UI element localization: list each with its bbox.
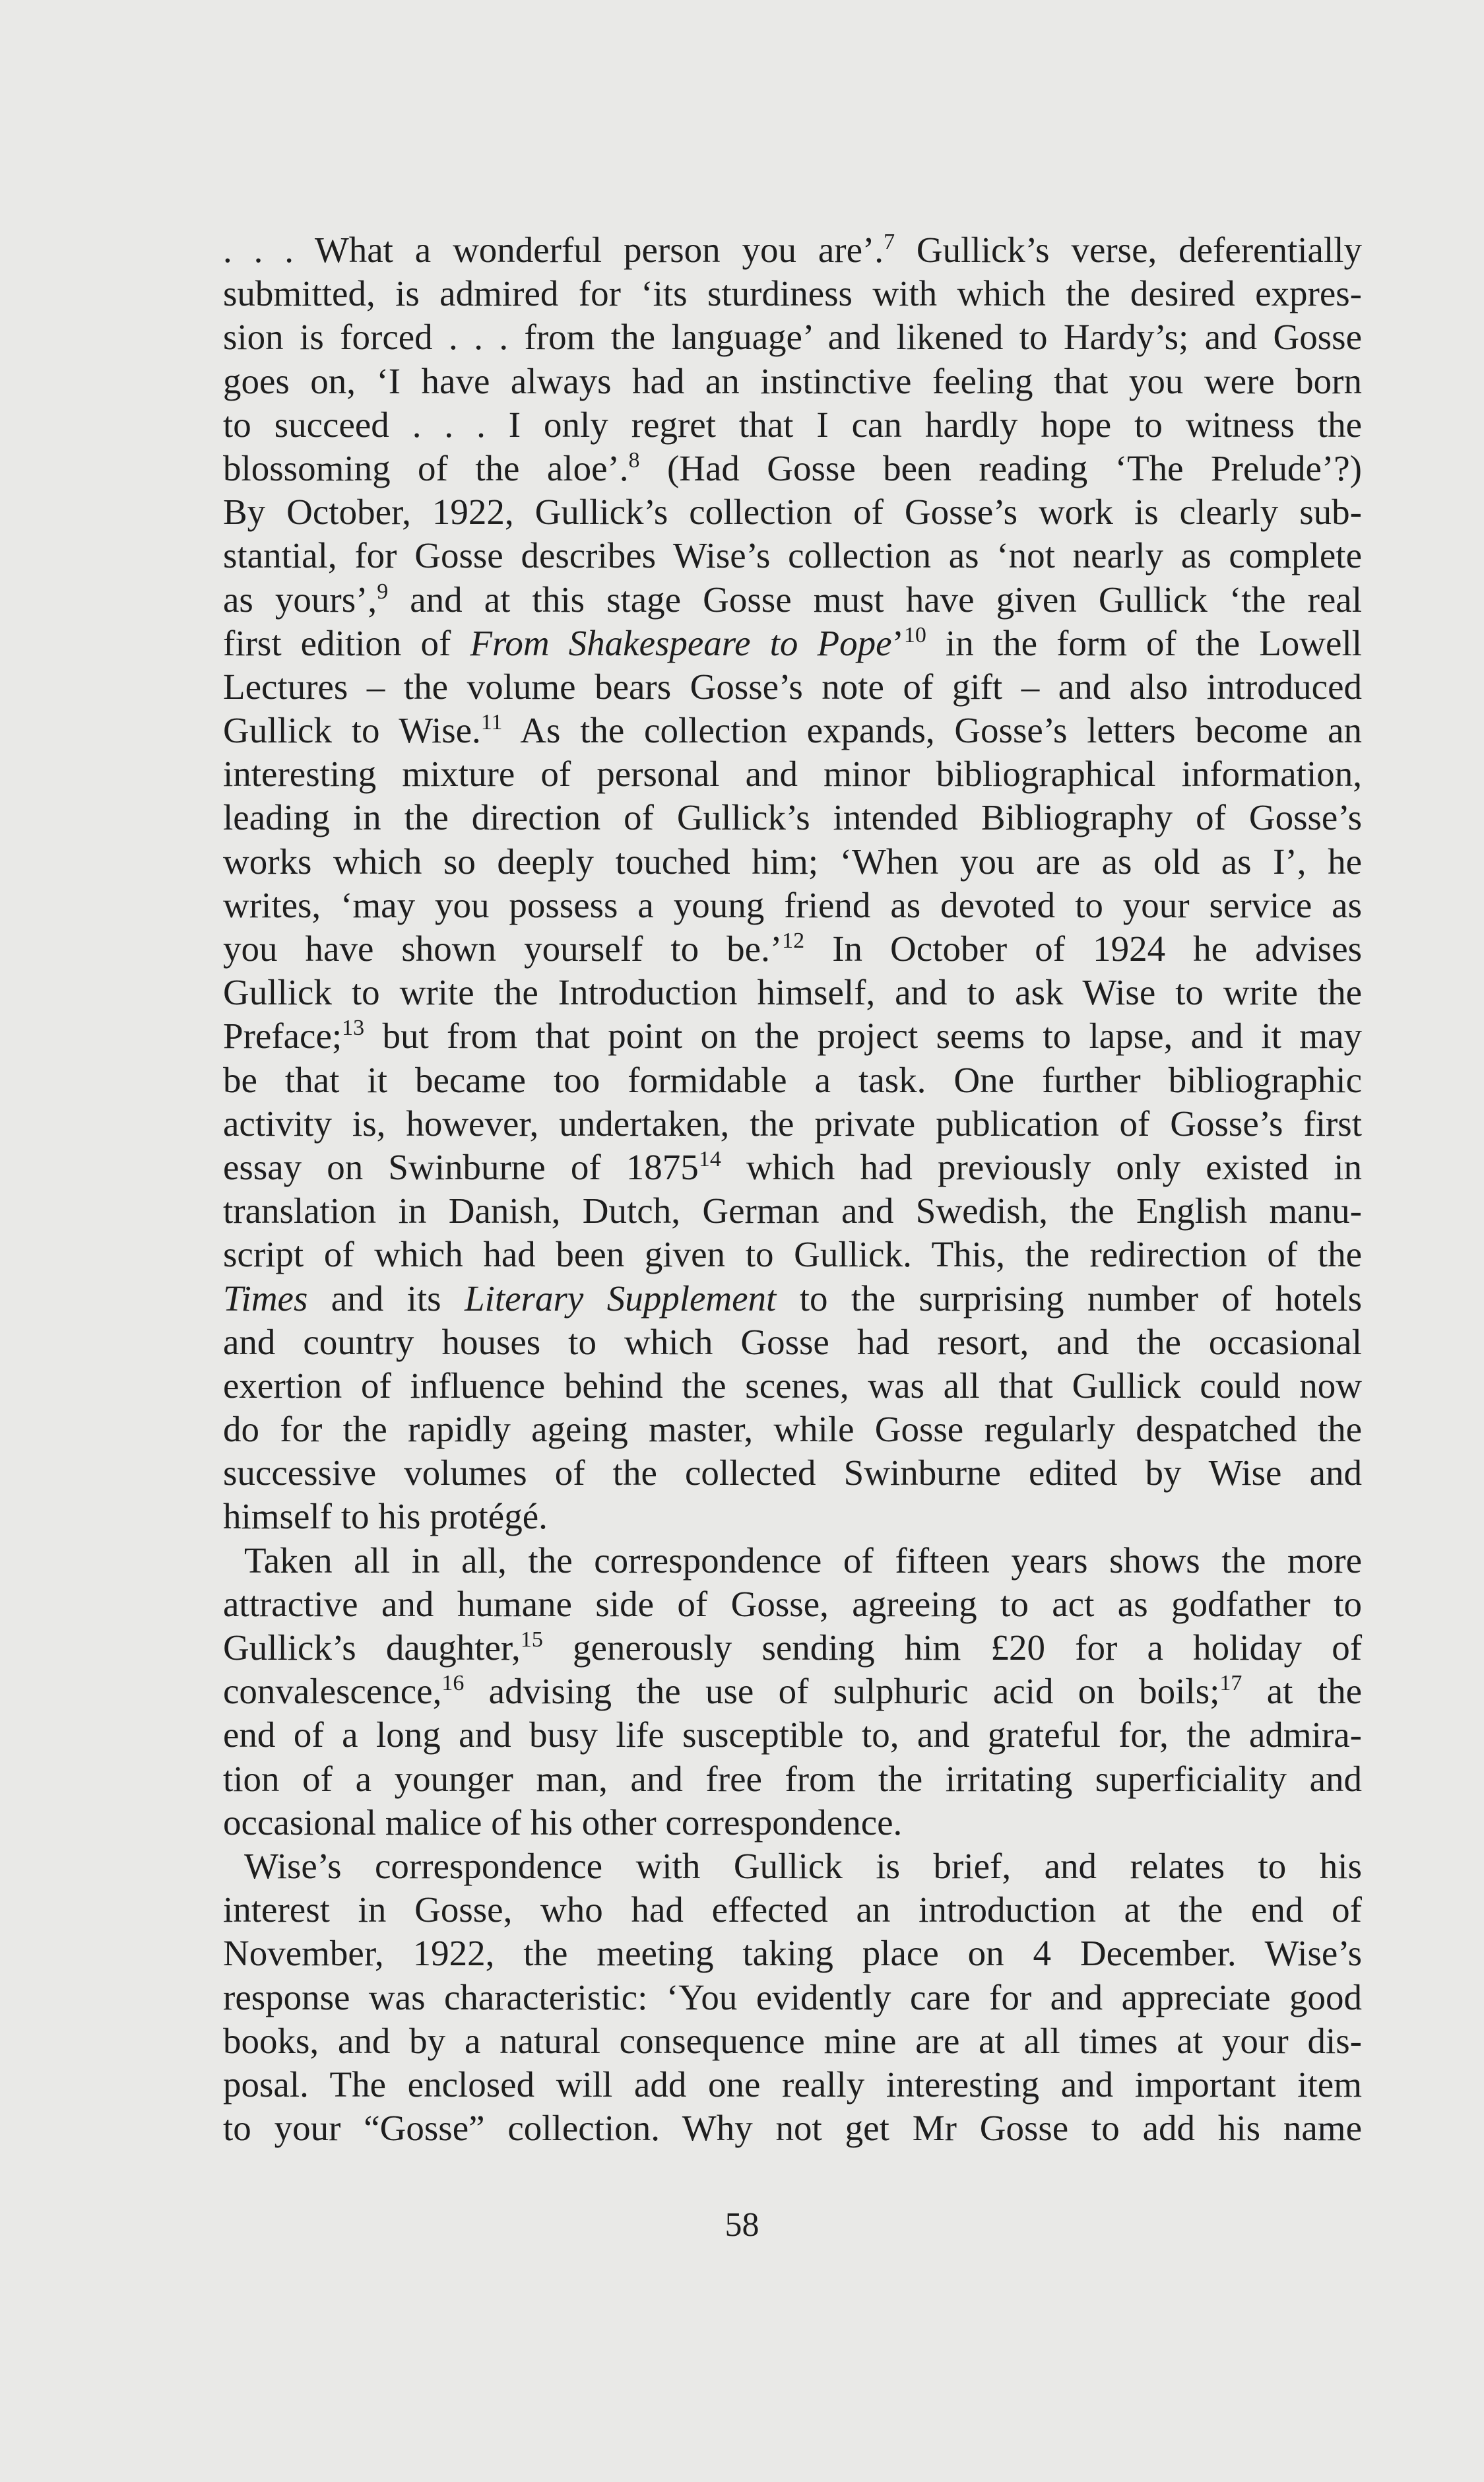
text-line: Gullick to write the Introduction himself, and to ask Wise to write the [223, 972, 1362, 1013]
text-line: Taken all in all, the correspondence of fifteen years shows the more [244, 1540, 1362, 1581]
text-line: essay on Swinburne of 1875$^{14}$ which had previously only existed in [223, 1146, 1362, 1187]
text-line: translation in Danish, Dutch, German and Swedish, the English manu- [223, 1191, 1362, 1231]
text-line: blossoming of the aloe’.$^8$ (Had Gosse been reading ‘The Prelude’?) [223, 447, 1362, 488]
text-line: Times and its Literary Supplement to the surprising number of hotels [223, 1278, 1362, 1319]
text-line: first edition of From Shakespeare to Pope’$^{10}$ in the form of the Lowell [223, 622, 1363, 663]
text-line: Preface;$^{13}$ but from that point on the project seems to lapse, and it may [223, 1016, 1362, 1057]
page-number: 58 [725, 2206, 759, 2244]
text-line: exertion of influence behind the scenes, was all that Gullick could now [223, 1365, 1362, 1406]
text-line: Gullick’s daughter,$^{15}$ generously sending him £20 for a holiday of [223, 1627, 1363, 1668]
text-line: posal. The enclosed will add one really interesting and important item [223, 2064, 1362, 2105]
text-line: end of a long and busy life susceptible to, and grateful for, the admira- [223, 1715, 1362, 1755]
text-line: By October, 1922, Gullick’s collection of Gosse’s work is clearly sub- [223, 492, 1362, 533]
text-line: Lectures – the volume bears Gosse’s note of gift – and also introduced [223, 666, 1362, 707]
text-line: stantial, for Gosse describes Wise’s collection as ‘not nearly as complete [223, 535, 1362, 576]
text-line: script of which had been given to Gullick. This, the redirection of the [223, 1234, 1362, 1275]
text-line: interesting mixture of personal and minor bibliographical information, [223, 754, 1362, 795]
text-line: as yours’,$^9$ and at this stage Gosse must have given Gullick ‘the real [223, 579, 1362, 620]
text-line: and country houses to which Gosse had resort, and the occasional [223, 1321, 1362, 1362]
text-line: works which so deeply touched him; ‘When you are as old as I’, he [223, 841, 1362, 882]
text-line: to your “Gosse” collection. Why not get Mr Gosse to add his name [223, 2108, 1362, 2149]
text-line: tion of a younger man, and free from the irritating superficiality and [223, 1758, 1362, 1799]
text-line: November, 1922, the meeting taking place on 4 December. Wise’s [223, 1933, 1362, 1974]
text-line: interest in Gosse, who had effected an introduction at the end of [223, 1889, 1362, 1930]
text-line: books, and by a natural consequence mine are at all times at your dis- [223, 2020, 1362, 2061]
text-line: submitted, is admired for ‘its sturdiness with which the desired expres- [223, 273, 1362, 314]
text-line: be that it became too formidable a task. One further bibliographic [223, 1059, 1362, 1100]
text-line: goes on, ‘I have always had an instinctive feeling that you were born [223, 360, 1362, 401]
text-line: convalescence,$^{16}$ advising the use of sulphuric acid on boils;$^{17}$ at the [223, 1671, 1362, 1712]
text-line: Gullick to Wise.$^{11}$ As the collection expands, Gosse’s letters become an [223, 710, 1362, 751]
body-text [223, 228, 1362, 2150]
text-line: successive volumes of the collected Swinburne edited by Wise and [223, 1453, 1362, 1493]
text-line: leading in the direction of Gullick’s intended Bibliography of Gosse’s [223, 797, 1362, 838]
text-line: you have shown yourself to be.’$^{12}$ In October of 1924 he advises [223, 929, 1363, 969]
text-line: to succeed . . . I only regret that I can hardly hope to witness the [223, 404, 1362, 445]
text-line: sion is forced . . . from the language’ and likened to Hardy’s; and Gosse [223, 317, 1362, 358]
text-line: do for the rapidly ageing master, while Gosse regularly despatched the [223, 1409, 1362, 1450]
text-line: activity is, however, undertaken, the private publication of Gosse’s first [223, 1103, 1362, 1144]
text-line: attractive and humane side of Gosse, agreeing to act as godfather to [223, 1583, 1362, 1624]
text-line: response was characteristic: ‘You evidently care for and appreciate good [223, 1976, 1362, 2017]
text-line: himself to his protégé. [223, 1496, 548, 1537]
text-line: Wise’s correspondence with Gullick is brief, and relates to his [244, 1845, 1362, 1886]
text-line: writes, ‘may you possess a young friend as devoted to your service as [223, 884, 1362, 925]
text-line: occasional malice of his other correspondence. [223, 1802, 903, 1843]
text-line: . . . What a wonderful person you are’.$^7$ Gullick’s verse, deferentially [223, 230, 1362, 270]
